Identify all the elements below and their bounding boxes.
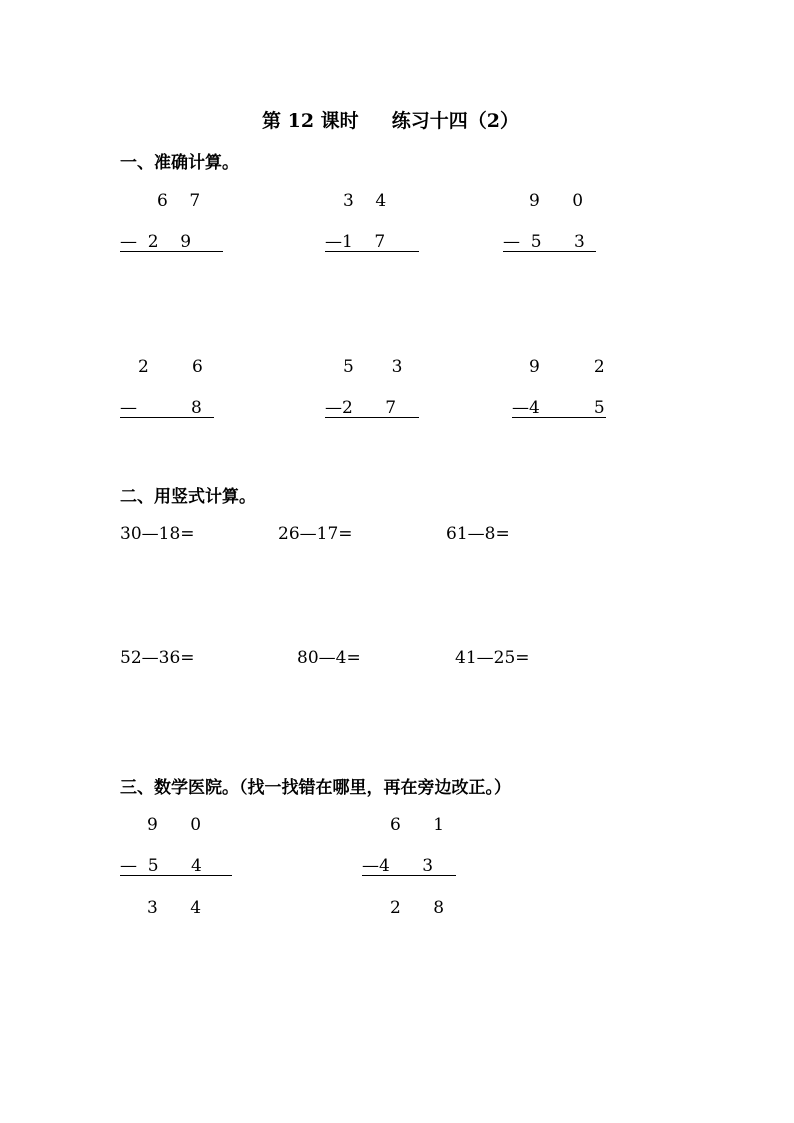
section-3-heading: 三、数学医院。（找一找错在哪里，再在旁边改正。） — [120, 778, 511, 798]
wrong-result: 2 8 — [390, 898, 445, 918]
answer-line — [120, 875, 232, 876]
subtrahend: —4 5 — [512, 398, 605, 418]
equation: 26—17= — [278, 524, 353, 544]
answer-line — [325, 251, 419, 252]
equation: 30—18= — [120, 524, 195, 544]
answer-line — [512, 417, 606, 418]
minuend: 5 3 — [343, 357, 403, 377]
equation: 80—4= — [297, 648, 361, 668]
minuend: 2 6 — [138, 357, 203, 377]
section-2-heading: 二、用竖式计算。 — [120, 487, 256, 507]
subtrahend: —4 3 — [362, 856, 434, 876]
answer-line — [325, 417, 419, 418]
subtrahend: — 5 3 — [503, 232, 585, 252]
minuend: 9 0 — [529, 191, 584, 211]
equation: 41—25= — [455, 648, 530, 668]
equation: 61—8= — [446, 524, 510, 544]
wrong-result: 3 4 — [147, 898, 202, 918]
subtrahend: — 2 9 — [120, 232, 192, 252]
answer-line — [503, 251, 596, 252]
minuend: 6 1 — [390, 815, 445, 835]
minuend: 6 7 — [157, 191, 201, 211]
subtrahend: — 5 4 — [120, 856, 202, 876]
minuend: 3 4 — [343, 191, 387, 211]
answer-line — [120, 417, 214, 418]
subtrahend: —2 7 — [325, 398, 397, 418]
answer-line — [120, 251, 223, 252]
answer-line — [362, 875, 456, 876]
page-title: 第 12 课时 练习十四（2） — [262, 110, 519, 132]
subtrahend: —1 7 — [325, 232, 386, 252]
subtrahend: — 8 — [120, 398, 202, 418]
minuend: 9 2 — [529, 357, 605, 377]
section-1-heading: 一、准确计算。 — [120, 153, 239, 173]
minuend: 9 0 — [147, 815, 202, 835]
equation: 52—36= — [120, 648, 195, 668]
